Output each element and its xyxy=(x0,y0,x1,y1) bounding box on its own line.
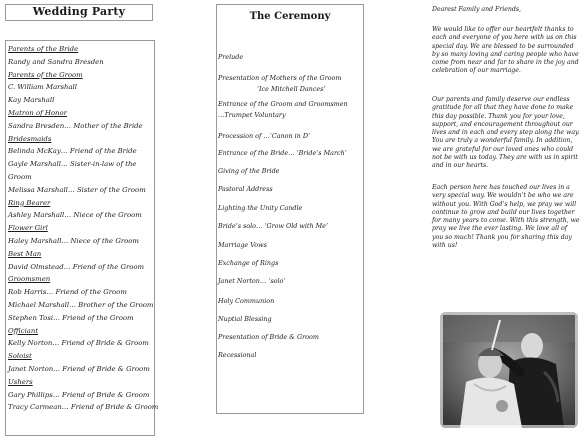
party-member: Rob Harris… Friend of the Groom xyxy=(8,288,127,297)
ceremony-program-item: ‘Ice Mitchell Dances’ xyxy=(257,85,326,93)
party-role-heading: Parents of the Bride xyxy=(8,45,79,53)
party-member: C. William Marshall xyxy=(8,83,77,92)
party-member: Michael Marshall… Brother of the Groom xyxy=(8,301,154,309)
wedding-party-title-box xyxy=(5,4,153,21)
ceremony-panel xyxy=(216,4,364,414)
party-member: Randy and Sandra Bresden xyxy=(8,57,104,66)
party-member: Groom xyxy=(8,173,32,181)
party-member: Melissa Marshall… Sister of the Groom xyxy=(8,185,146,194)
ceremony-program-item: Giving of the Bride xyxy=(218,167,280,175)
ceremony-program-item: Pastoral Address xyxy=(218,185,273,193)
party-member: Janet Norton… Friend of Bride & Groom xyxy=(8,365,150,373)
party-role-heading: Ushers xyxy=(8,377,33,386)
party-member: Kay Marshall xyxy=(8,96,55,105)
photo-frame xyxy=(436,308,582,432)
ceremony-title: The Ceremony xyxy=(249,11,331,22)
letter-paragraph-3: Each person here has touched our lives in a very special way. We wouldn’t be who we are without you. With God’s help, we pray we will continue to grow and build our lives together for many years to come. With this strength, we pray we live the ever lasting. We love all of you so much! Thank you for sharing this day with us! xyxy=(432,184,580,250)
party-role-heading: Best Man xyxy=(8,249,42,258)
party-role-heading: Officiant xyxy=(8,326,39,335)
party-member: Haley Marshall… Niece of the Groom xyxy=(8,237,139,245)
party-member: Ashley Marshall… Niece of the Groom xyxy=(8,211,142,220)
ceremony-program-item: Entrance of the Groom and Groomsmen xyxy=(218,100,348,108)
party-role-heading: Flower Girl xyxy=(8,224,48,233)
party-member: Gary Phillips… Friend of Bride & Groom xyxy=(8,390,150,399)
ceremony-program-item: Presentation of Mothers of the Groom xyxy=(218,74,342,82)
letter-paragraph-1: We would like to offer our heartfelt thanks to each and everyone of you here with us on this special day. We are blessed to be surrounded by so many loving and caring people who have come from near and far to share in the joy and celebration of our marriage. xyxy=(432,26,579,75)
wedding-party-panel xyxy=(5,40,159,436)
party-role-heading: Groomsmen xyxy=(8,275,51,284)
ceremony-program-item: Bride’s solo… ‘Grow Old with Me’ xyxy=(218,222,328,230)
ceremony-program-item: Lighting the Unity Candle xyxy=(218,204,303,212)
party-member: Kelly Norton… Friend of Bride & Groom xyxy=(8,339,149,348)
party-member: David Olmstead… Friend of the Groom xyxy=(8,262,145,271)
party-member: Sandra Bresden… Mother of the Bride xyxy=(8,121,143,130)
ceremony-program-item: …Trumpet Voluntary xyxy=(218,111,286,119)
party-member: Stephen Tosi… Friend of the Groom xyxy=(8,313,134,322)
party-role-heading: Ring Bearer xyxy=(8,198,51,207)
ceremony-program-item: Recessional xyxy=(218,351,257,359)
party-role-heading: Bridesmaids xyxy=(8,134,52,143)
party-member: Belinda McKay… Friend of the Bride xyxy=(8,147,137,156)
ceremony-program-item: Janet Norton… ‘solo’ xyxy=(218,277,286,285)
ceremony-program-item: Prelude xyxy=(218,53,244,61)
ceremony-program-item: Exchange of Rings xyxy=(218,259,279,267)
party-role-heading: Soloist xyxy=(8,352,32,361)
ceremony-program-item: Nuptial Blessing xyxy=(218,315,272,323)
letter-greeting: Dearest Family and Friends, xyxy=(432,6,521,13)
ceremony-program-item: Entrance of the Bride… ‘Bride’s March’ xyxy=(218,149,347,157)
party-role-heading: Parents of the Groom xyxy=(8,70,83,79)
ceremony-program-item: Holy Communion xyxy=(218,297,275,305)
wedding-party-title: Wedding Party xyxy=(32,5,126,18)
letter-paragraph-2: Our parents and family deserve our endless gratitude for all that they have done to make this day possible. Thank you for your love, support, and encouragement throughout our lives and in each and every step along the way. You are truly a wonderful family. In addition, we are grateful for our loved ones who could not be with us today. They are with us in spirit and in our hearts. xyxy=(432,96,580,170)
ceremony-program-item: Procession of …‘Canon in D’ xyxy=(218,132,310,140)
wedding-photo-illustration xyxy=(440,312,578,428)
party-member: Tracy Carmean… Friend of Bride & Groom xyxy=(8,403,159,412)
ceremony-program-item: Marriage Vows xyxy=(218,241,267,249)
wedding-photo xyxy=(440,312,578,428)
party-role-heading: Matron of Honor xyxy=(8,109,67,117)
party-member: Gayle Marshall… Sister-in-law of the xyxy=(8,160,137,169)
ceremony-program-item: Presentation of Bride & Groom xyxy=(218,333,319,341)
